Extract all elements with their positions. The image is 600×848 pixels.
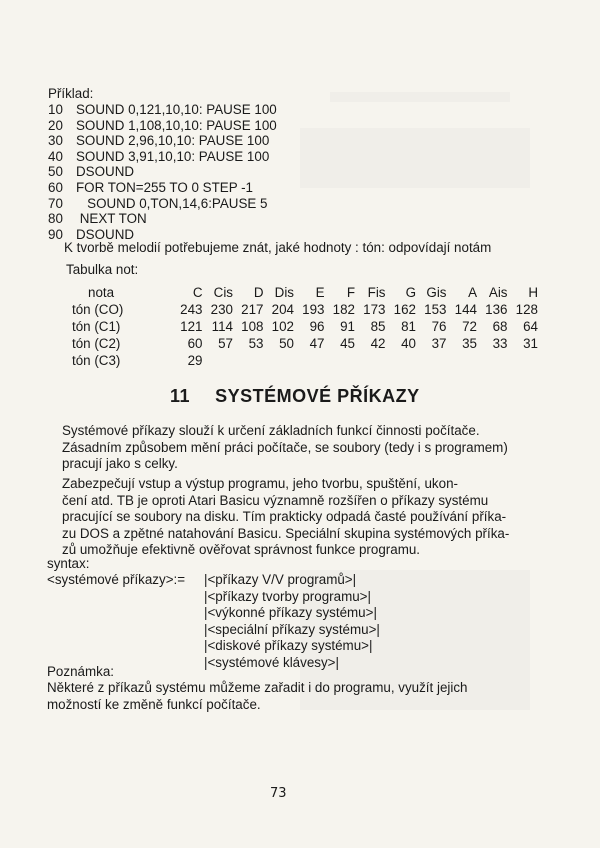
- line-number: 20: [48, 117, 63, 133]
- column-header: Fis: [367, 285, 386, 300]
- table-cell: [386, 352, 417, 369]
- table-cell: 114: [211, 319, 233, 334]
- column-header: E: [315, 285, 325, 300]
- table-cell: 37: [431, 336, 447, 351]
- table-cell: [416, 352, 447, 369]
- code-line: [48, 133, 269, 149]
- column-header: Cis: [213, 285, 233, 300]
- table-cell: 108: [241, 319, 264, 334]
- paragraph-line: Systémové příkazy slouží k určení základních funkcí činnosti počítače.: [62, 423, 480, 438]
- table-cell: 68: [492, 319, 508, 334]
- code-text: SOUND 3,91,10,10: PAUSE 100: [76, 148, 270, 164]
- column-header: C: [192, 285, 203, 300]
- line-number: 30: [48, 133, 63, 149]
- table-cell: 60: [187, 336, 203, 351]
- table-cell: 217: [241, 302, 264, 317]
- table-cell: 72: [462, 319, 477, 334]
- table-cell: 47: [309, 336, 325, 351]
- line-number: 10: [48, 102, 63, 117]
- paragraph-line: zu DOS a zpětné natahování Basicu. Speciální skupina systémových příka-: [62, 525, 510, 541]
- table-cell: 45: [340, 336, 355, 351]
- table-cell: [233, 352, 264, 369]
- table-heading: Tabulka not:: [66, 262, 139, 277]
- code-line: [48, 149, 269, 165]
- column-header: Dis: [274, 285, 294, 300]
- table-cell: 230: [210, 302, 233, 317]
- paragraph-line: zů umožňuje efektivně ověřovat správnost funkce programu.: [62, 542, 421, 557]
- code-text: SOUND 1,108,10,10: PAUSE 100: [76, 117, 277, 133]
- column-header: H: [528, 285, 538, 300]
- column-header: D: [253, 285, 264, 300]
- table-cell: 31: [523, 336, 538, 351]
- header-label: nota: [88, 285, 115, 300]
- show-through-block: [330, 92, 510, 102]
- line-number: 60: [48, 180, 63, 195]
- table-cell: 85: [370, 319, 386, 334]
- table-row: [66, 318, 538, 335]
- table-cell: 57: [218, 336, 233, 351]
- table-cell: [477, 352, 508, 369]
- line-number: 50: [48, 164, 63, 180]
- paragraph-details: [62, 476, 517, 559]
- table-row: [66, 301, 538, 318]
- line-number: 70: [48, 195, 63, 211]
- table-cell: 162: [393, 302, 416, 317]
- table-cell: 153: [424, 302, 447, 317]
- table-row: [66, 352, 538, 369]
- row-label: tón (C2): [72, 336, 121, 351]
- table-cell: 76: [431, 319, 447, 334]
- column-header: G: [405, 285, 416, 300]
- paragraph-line: Zabezpečují vstup a výstup programu, jeho tvorbu, spuštění, ukon-: [62, 476, 458, 491]
- line-number: 90: [48, 226, 63, 242]
- paragraph-line: pracují jako s celky.: [62, 456, 178, 471]
- page-number: 73: [270, 786, 287, 801]
- code-text: SOUND 0,TON,14,6:PAUSE 5: [76, 195, 268, 211]
- table-cell: 40: [401, 336, 416, 351]
- column-header: Gis: [426, 285, 447, 300]
- table-row: [66, 335, 538, 352]
- table-cell: 64: [523, 319, 538, 334]
- syntax-option: |<příkazy V/V programů>|: [204, 572, 357, 587]
- table-cell: 81: [401, 319, 416, 334]
- table-cell: 42: [370, 336, 386, 351]
- code-text: SOUND 0,121,10,10: PAUSE 100: [76, 102, 277, 117]
- note-text: [47, 680, 467, 713]
- code-line: [48, 102, 277, 118]
- code-text: NEXT TON: [76, 211, 147, 227]
- table-cell: 50: [279, 336, 294, 351]
- table-cell: 96: [309, 319, 325, 334]
- table-cell: [355, 352, 386, 369]
- syntax-option: |<systémové klávesy>|: [204, 654, 339, 670]
- column-header: A: [468, 285, 477, 300]
- table-cell: [325, 352, 356, 369]
- syntax-label: syntax:: [47, 556, 90, 571]
- code-text: DSOUND: [76, 226, 135, 242]
- line-number: 40: [48, 148, 63, 164]
- table-cell: 29: [187, 353, 203, 368]
- table-cell: 35: [462, 336, 477, 351]
- code-line: [48, 180, 253, 196]
- table-cell: 136: [485, 302, 508, 317]
- table-cell: 173: [363, 302, 386, 317]
- melody-text: K tvorbě melodií potřebujeme znát, jaké hodnoty : tón: odpovídají notám: [64, 240, 492, 255]
- section-number: 11: [170, 386, 191, 406]
- code-line: [48, 211, 147, 227]
- section-heading: [170, 386, 420, 407]
- syntax-option: |<diskové příkazy systému>|: [204, 638, 373, 654]
- section-title: SYSTÉMOVÉ PŘÍKAZY: [215, 386, 420, 406]
- table-cell: 102: [271, 319, 294, 334]
- code-line: [48, 118, 277, 134]
- paragraph-line: pracující se soubory na disku. Tím prakticky odpadá časté používání příka-: [62, 509, 507, 524]
- note-line: Některé z příkazů systému můžeme zařadit i do programu, využít jejich: [47, 680, 468, 695]
- show-through-block: [300, 128, 530, 188]
- column-header: Ais: [488, 285, 508, 300]
- notes-table: [66, 284, 538, 369]
- code-text: SOUND 2,96,10,10: PAUSE 100: [76, 133, 270, 149]
- code-text: DSOUND: [76, 164, 135, 180]
- table-cell: 193: [302, 302, 325, 317]
- code-line: [48, 196, 268, 212]
- row-label: tón (C1): [72, 319, 121, 334]
- paragraph-line: Zásadním způsobem mění práci počítače, se soubory (tedy i s programem): [62, 439, 508, 455]
- table-header-row: [66, 284, 538, 301]
- code-text: FOR TON=255 TO 0 STEP -1: [76, 180, 254, 195]
- table-cell: [508, 352, 539, 369]
- table-cell: 204: [271, 302, 294, 317]
- table-cell: 182: [332, 302, 355, 317]
- syntax-options: [204, 572, 380, 672]
- row-label: tón (C3): [72, 353, 121, 368]
- table-cell: 33: [492, 336, 508, 351]
- syntax-lhs: <systémové příkazy>:=: [47, 572, 186, 587]
- code-line: [48, 164, 134, 180]
- table-cell: 53: [248, 336, 264, 351]
- example-heading: Příklad:: [48, 86, 94, 101]
- note-label: Poznámka:: [47, 664, 114, 679]
- table-cell: [203, 352, 234, 369]
- row-label: tón (CO): [72, 302, 124, 317]
- table-cell: 91: [340, 319, 355, 334]
- syntax-option: |<příkazy tvorby programu>|: [204, 588, 371, 604]
- note-line: možností ke změně funkcí počítače.: [47, 696, 261, 712]
- column-header: F: [346, 285, 355, 300]
- paragraph-intro: [62, 423, 517, 473]
- table-cell: [447, 352, 478, 369]
- table-cell: [264, 352, 295, 369]
- line-number: 80: [48, 211, 63, 227]
- syntax-option: |<výkonné příkazy systému>|: [204, 605, 377, 621]
- table-cell: 243: [180, 302, 203, 317]
- syntax-option: |<speciální příkazy systému>|: [204, 621, 380, 637]
- table-cell: [294, 352, 325, 369]
- table-cell: 121: [180, 319, 203, 334]
- paragraph-line: čení atd. TB je oproti Atari Basicu významně rozšířen o příkazy systému: [62, 492, 489, 508]
- table-cell: 144: [454, 302, 477, 317]
- table-cell: 128: [515, 302, 538, 317]
